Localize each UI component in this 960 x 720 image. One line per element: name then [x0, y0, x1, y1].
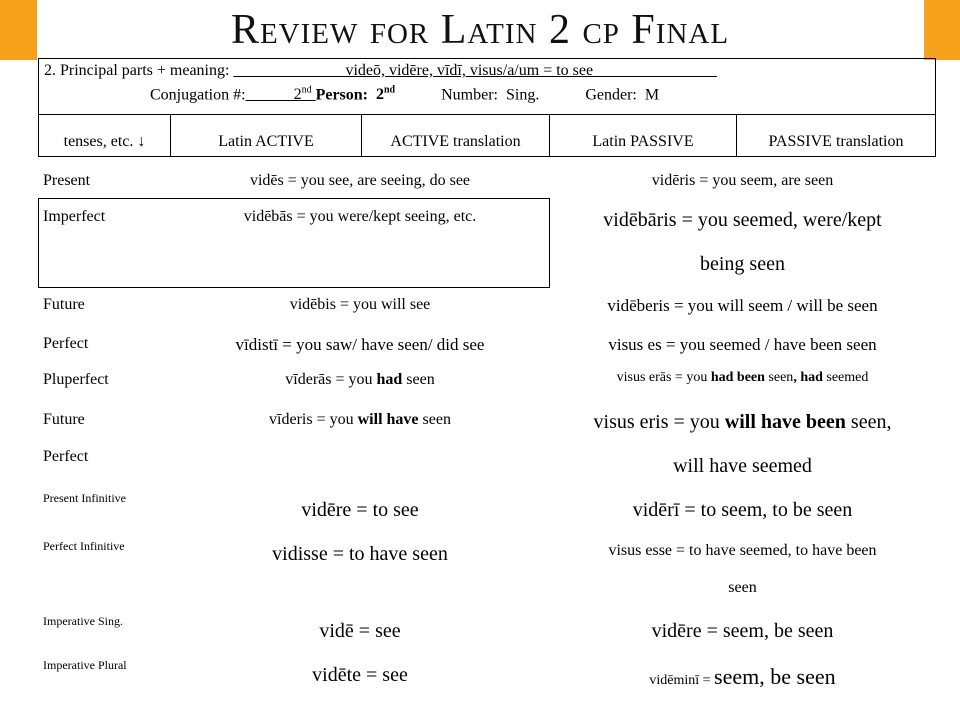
principal-parts-value: videō, vidēre, vīdī, visus/a/um = to see	[345, 62, 594, 79]
col-label-passive-translation: PASSIVE translation	[768, 133, 904, 150]
active-cell: vidēs = you see, are seeing, do see	[249, 172, 471, 189]
passive-cell: vidēre = seem, be seen	[651, 620, 834, 642]
passive-cell: visus eris = you will have been seen,	[593, 411, 892, 433]
passive-cell: vidēbāris = you seemed, were/kept	[603, 209, 882, 231]
active-cell: vidēte = see	[312, 664, 408, 686]
col-label-tenses: tenses, etc. ↓	[63, 133, 146, 150]
passive-cell: visus es = you seemed / have been seen	[608, 335, 877, 354]
row-label: Present Infinitive	[43, 491, 126, 505]
passive-cell-line2: seen	[728, 579, 757, 596]
row-label-line2: Perfect	[43, 448, 89, 465]
person-label: Person:	[315, 86, 368, 104]
number-value: Sing.	[506, 86, 540, 104]
active-cell: vidēre = to see	[301, 499, 419, 521]
active-cell: vīdistī = you saw/ have seen/ did see	[235, 335, 485, 354]
col-label-latin-passive: Latin PASSIVE	[592, 133, 694, 150]
row-label: Perfect Infinitive	[43, 539, 125, 553]
active-cell: vidēbis = you will see	[289, 296, 431, 313]
principal-parts-label: 2. Principal parts + meaning:	[44, 62, 230, 79]
passive-cell: vidēberis = you will seem / will be seen	[607, 296, 878, 315]
page-title: Review for Latin 2 cp Final	[230, 7, 730, 53]
conjugation-line	[150, 85, 659, 104]
row-label: Pluperfect	[43, 371, 109, 388]
passive-cell: vidēris = you seem, are seen	[651, 172, 834, 189]
gender-value: M	[644, 86, 660, 104]
passive-cell-line2: being seen	[700, 253, 785, 275]
person-value: 2nd	[376, 85, 396, 104]
active-cell: vīderās = you had seen	[285, 371, 435, 388]
passive-cell: vidērī = to seem, to be seen	[632, 499, 853, 521]
row-label: Present	[43, 172, 91, 189]
active-cell: vidisse = to have seen	[272, 543, 448, 565]
col-label-latin-active: Latin ACTIVE	[218, 133, 314, 150]
principal-parts-line	[44, 62, 717, 80]
number-label: Number:	[441, 86, 498, 104]
conjugation-value: 2nd	[293, 85, 312, 104]
row-label: Future	[43, 296, 85, 313]
conjugation-label: Conjugation #:	[150, 86, 246, 104]
active-cell: vīderis = you will have seen	[269, 411, 451, 428]
passive-cell: vidēminī = seem, be seen	[649, 664, 836, 689]
passive-cell: visus esse = to have seemed, to have been	[608, 542, 877, 559]
row-label: Future	[43, 411, 85, 428]
active-cell: vidē = see	[319, 620, 401, 642]
row-label: Perfect	[43, 335, 89, 352]
row-label: Imperfect	[43, 208, 106, 225]
gender-label: Gender:	[585, 86, 637, 104]
active-cell: vidēbās = you were/kept seeing, etc.	[243, 208, 477, 225]
col-label-active-translation: ACTIVE translation	[390, 133, 521, 150]
passive-cell: visus erās = you had been seen, had seemed	[616, 370, 869, 385]
row-label: Imperative Plural	[43, 658, 127, 672]
passive-cell-line2: will have seemed	[673, 455, 812, 477]
row-label: Imperative Sing.	[43, 614, 123, 628]
